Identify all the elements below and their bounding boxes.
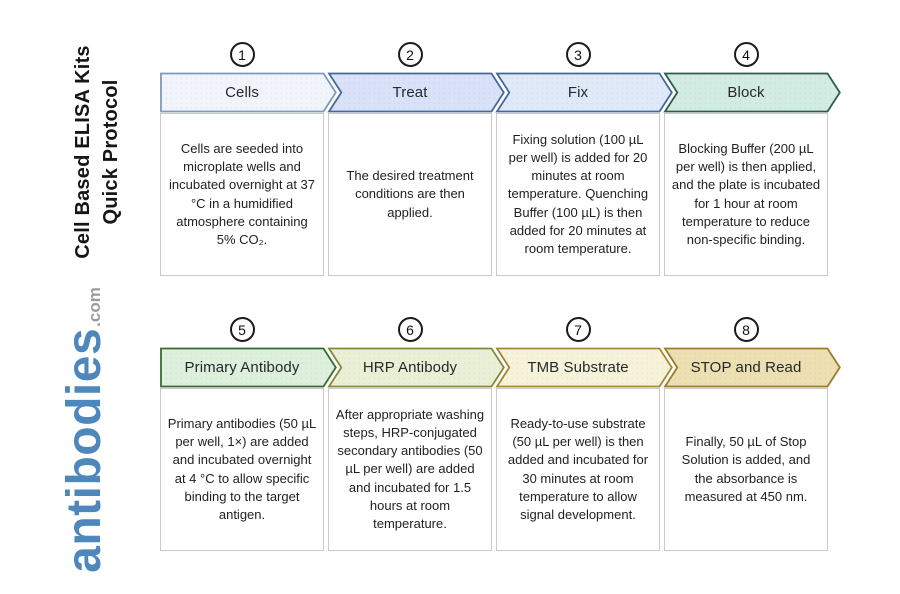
step-6-description-box	[328, 388, 492, 551]
step-3-label	[496, 72, 660, 113]
brand-logo-text: antibodies	[57, 327, 111, 573]
step-label-text: Primary Antibody	[184, 359, 300, 376]
step-5-description-box	[160, 388, 324, 551]
step-5-number-badge	[230, 317, 255, 342]
brand-logo	[42, 260, 126, 594]
step-4-label	[664, 72, 828, 113]
step-2-description-box	[328, 113, 492, 276]
step-8-number-badge	[734, 317, 759, 342]
step-label-text: HRP Antibody	[362, 359, 458, 376]
step-1-number-badge	[230, 42, 255, 67]
step-label-text: Fix	[567, 84, 589, 101]
step-1-description-box	[160, 113, 324, 276]
step-3-description-box	[496, 113, 660, 276]
step-label-text: Cells	[225, 84, 259, 101]
step-2-label	[328, 72, 492, 113]
step-description-text: Cells are seeded into microplate wells and incubated overnight at 37 °C in a humidified atmosphere containing 5% CO₂.	[169, 140, 315, 247]
step-label-text: TMB Substrate	[527, 359, 629, 376]
step-7-label	[496, 347, 660, 388]
steps-row-2	[160, 315, 852, 565]
step-description-text: Fixing solution (100 µL per well) is added for 20 minutes at room temperature. Quenching Buffer (100 µL) is then added for 20 minutes at room temperature.	[507, 131, 649, 256]
step-number: 4	[742, 46, 750, 63]
step-6-number-badge	[398, 317, 423, 342]
step-5-label	[160, 347, 324, 388]
page-title-line2: Quick Protocol	[99, 79, 122, 225]
step-description-text: The desired treatment conditions are then applied.	[346, 168, 474, 220]
step-7-column	[496, 315, 660, 565]
page-title	[70, 42, 128, 262]
step-label-text: STOP and Read	[690, 359, 802, 376]
step-number: 5	[238, 321, 246, 338]
step-2-column	[328, 40, 492, 290]
step-description-text: Primary antibodies (50 µL per well, 1×) are added and incubated overnight at 4 °C to allow specific binding to the target antigen.	[167, 415, 317, 522]
step-label-text: Block	[727, 84, 765, 101]
step-1-column	[160, 40, 324, 290]
step-number: 8	[742, 321, 750, 338]
step-4-description-box	[664, 113, 828, 276]
step-4-column	[664, 40, 828, 290]
step-number: 2	[406, 46, 414, 63]
step-8-label	[664, 347, 828, 388]
steps-row-1	[160, 40, 852, 290]
step-6-column	[328, 315, 492, 565]
step-2-number-badge	[398, 42, 423, 67]
step-1-label	[160, 72, 324, 113]
step-7-description-box	[496, 388, 660, 551]
step-6-label	[328, 347, 492, 388]
step-number: 6	[406, 321, 414, 338]
step-description-text: Ready-to-use substrate (50 µL per well) is then added and incubated for 30 minutes at room temperature to allow signal development.	[507, 415, 649, 522]
step-8-column	[664, 315, 828, 565]
brand-logo-suffix: .com	[85, 287, 104, 327]
step-7-number-badge	[566, 317, 591, 342]
step-description-text: Blocking Buffer (200 µL per well) is then applied, and the plate is incubated for 1 hour at room temperature to reduce non-specific binding.	[671, 140, 821, 247]
step-number: 1	[238, 46, 246, 63]
step-3-column	[496, 40, 660, 290]
step-label-text: Treat	[392, 84, 428, 101]
step-number: 7	[574, 321, 582, 338]
step-3-number-badge	[566, 42, 591, 67]
step-description-text: After appropriate washing steps, HRP-conjugated secondary antibodies (50 µL per well) are added and incubated for 1.5 hours at room temperature.	[335, 406, 485, 531]
page-title-line1: Cell Based ELISA Kits	[72, 45, 94, 259]
step-8-description-box	[664, 388, 828, 551]
step-number: 3	[574, 46, 582, 63]
step-5-column	[160, 315, 324, 565]
step-description-text: Finally, 50 µL of Stop Solution is added, and the absorbance is measured at 450 nm.	[681, 434, 811, 504]
step-4-number-badge	[734, 42, 759, 67]
